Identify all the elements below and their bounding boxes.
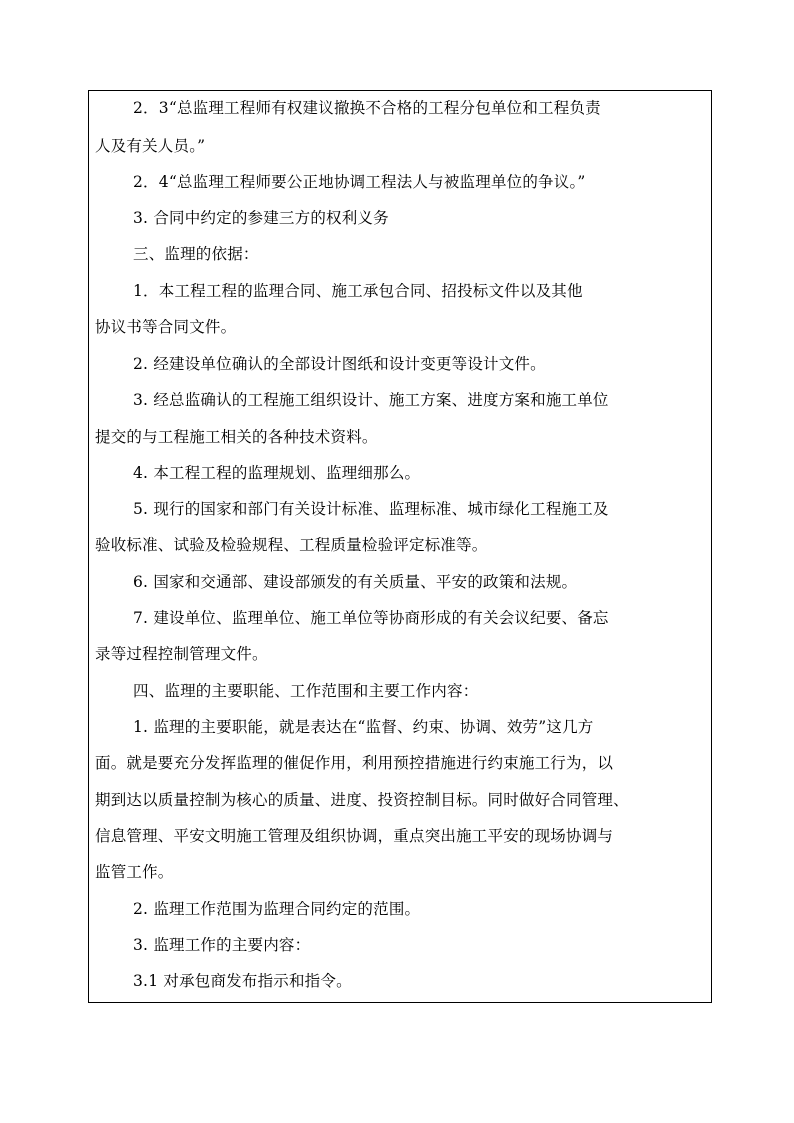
text-line: 面。就是要充分发挥监理的催促作用，利用预控措施进行约束施工行为，以 [95, 754, 614, 772]
text-line: 验收标准、试验及检验规程、工程质量检验评定标准等。 [95, 536, 488, 554]
text-line: 3. 经总监确认的工程施工组织设计、施工方案、进度方案和施工单位 [133, 391, 609, 409]
text-line: 7. 建设单位、监理单位、施工单位等协商形成的有关会议纪要、备忘 [133, 609, 609, 627]
text-line: 4. 本工程工程的监理规划、监理细那么。 [133, 464, 421, 482]
document-frame [88, 90, 712, 1003]
text-line: 3.1 对承包商发布指示和指令。 [133, 972, 352, 990]
text-line: 5. 现行的国家和部门有关设计标准、监理标准、城市绿化工程施工及 [133, 500, 609, 518]
text-line: 监管工作。 [95, 863, 174, 881]
text-line: 1. 监理的主要职能，就是表达在“监督、约束、协调、效劳”这几方 [133, 718, 594, 736]
section-heading: 四、监理的主要职能、工作范围和主要工作内容： [133, 682, 479, 700]
text-line: 信息管理、平安文明施工管理及组织协调，重点突出施工平安的现场协调与 [95, 827, 614, 845]
text-line: 3. 合同中约定的参建三方的权利义务 [133, 209, 389, 227]
text-line: 3. 监理工作的主要内容： [133, 936, 311, 954]
section-heading: 三、监理的依据： [133, 245, 259, 263]
text-line: 协议书等合同文件。 [95, 318, 237, 336]
text-line: 人及有关人员。” [95, 137, 206, 155]
text-line: 录等过程控制管理文件。 [95, 645, 268, 663]
text-line: 期到达以质量控制为核心的质量、进度、投资控制目标。同时做好合同管理、 [95, 791, 629, 809]
text-line: 2．4“总监理工程师要公正地协调工程法人与被监理单位的争议。” [133, 173, 586, 191]
text-line: 提交的与工程施工相关的各种技术资料。 [95, 428, 378, 446]
text-line: 2. 监理工作范围为监理合同约定的范围。 [133, 900, 421, 918]
text-line: 1．本工程工程的监理合同、施工承包合同、招投标文件以及其他 [133, 282, 583, 300]
text-line: 2. 经建设单位确认的全部设计图纸和设计变更等设计文件。 [133, 355, 546, 373]
text-line: 2．3“总监理工程师有权建议撤换不合格的工程分包单位和工程负责 [133, 99, 601, 117]
text-line: 6. 国家和交通部、建设部颁发的有关质量、平安的政策和法规。 [133, 573, 578, 591]
